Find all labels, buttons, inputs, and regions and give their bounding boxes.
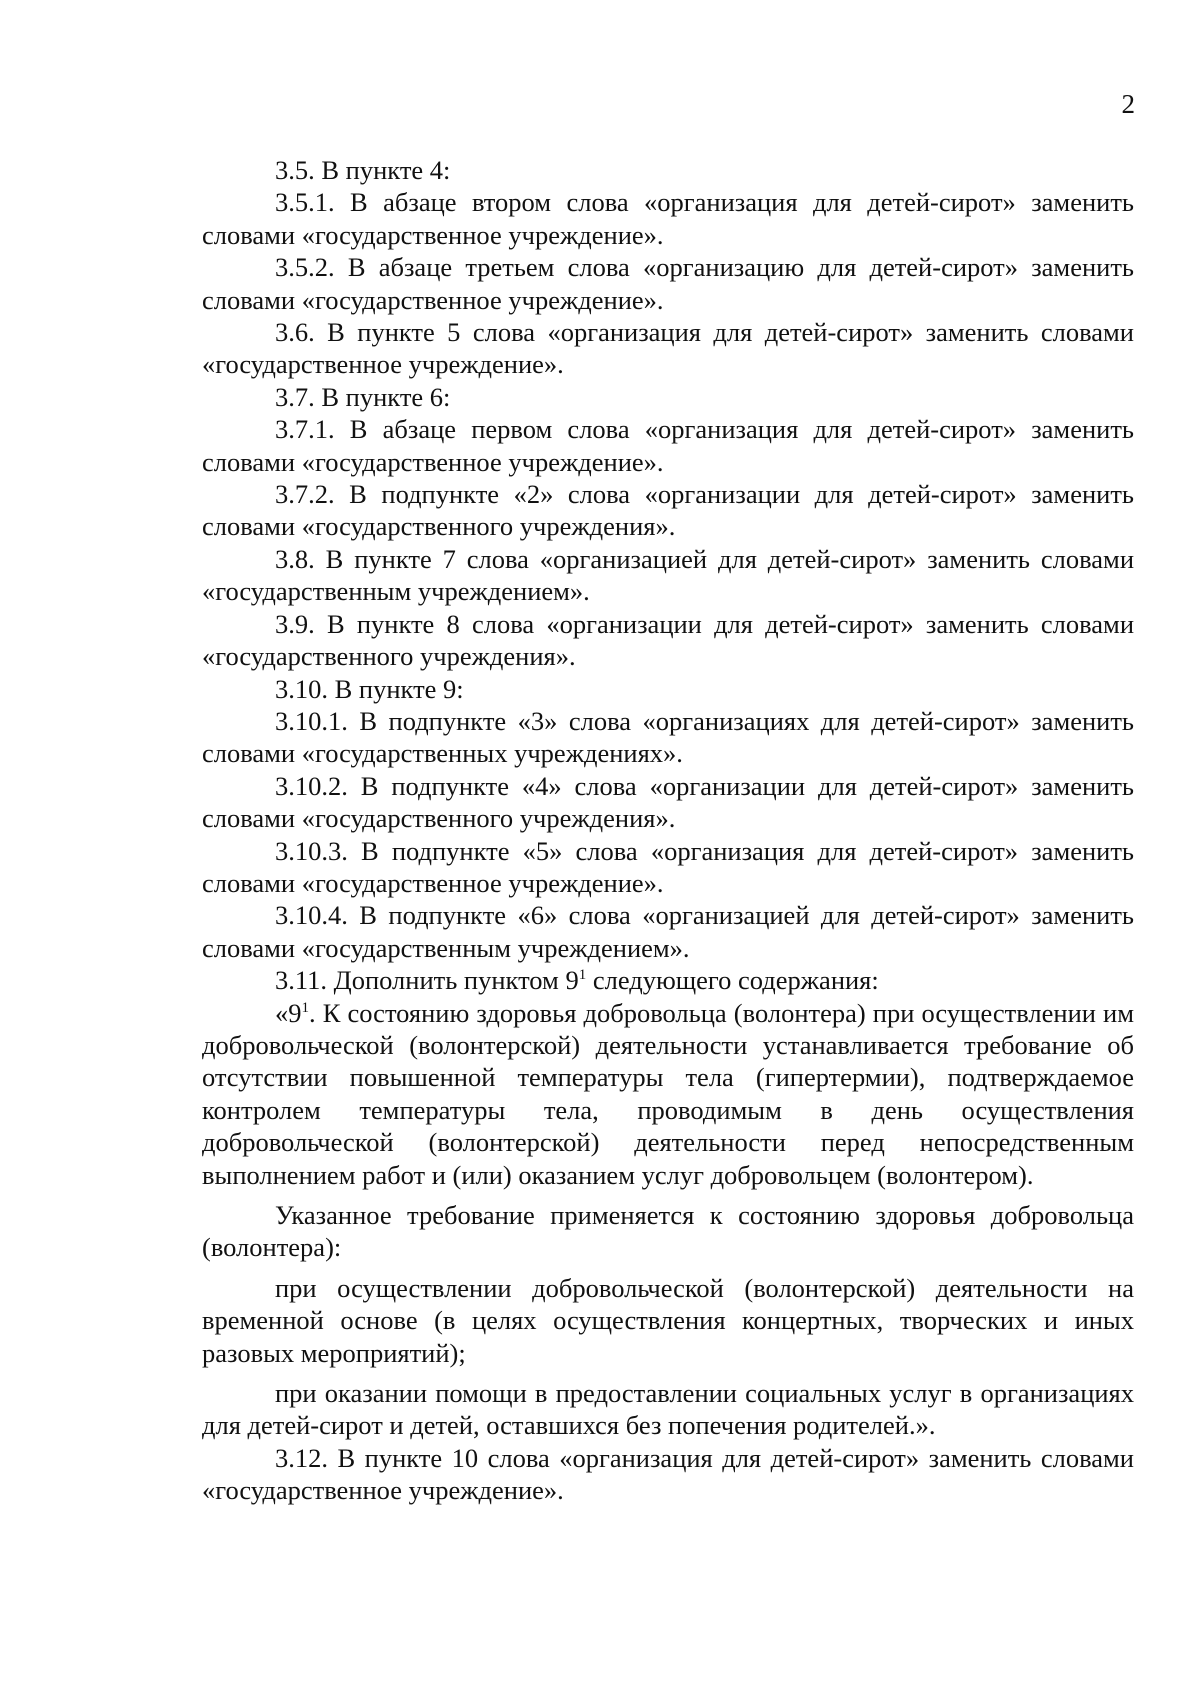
- paragraph-3-11-lead: 3.11. Дополнить пунктом 9: [275, 965, 579, 996]
- paragraph-requirement: Указанное требование применяется к состоянию здоровья добровольца (волонтера):: [202, 1200, 1134, 1263]
- page-number: 2: [1121, 89, 1135, 119]
- paragraph-3-10-4: 3.10.4. В подпункте «6» слова «организацией для детей-сирот» заменить словами «государственным учреждением».: [202, 900, 1134, 963]
- paragraph-3-7: 3.7. В пункте 6:: [275, 381, 451, 412]
- paragraph-3-10: 3.10. В пункте 9:: [275, 673, 464, 704]
- superscript-mark: 1: [578, 967, 587, 984]
- paragraph-9-1-lead: «9: [275, 997, 302, 1028]
- paragraph-9-1-quote: [202, 997, 1134, 1191]
- paragraph-social-services: при оказании помощи в предоставлении социальных услуг в организациях для детей-сирот и детей, оставшихся без попечения родителей.».: [202, 1378, 1134, 1441]
- paragraph-3-9: 3.9. В пункте 8 слова «организации для детей-сирот» заменить словами «государственного учреждения».: [202, 608, 1134, 672]
- paragraph-3-7-1: 3.7.1. В абзаце первом слова «организация для детей-сирот» заменить словами «государственное учреждение».: [202, 414, 1134, 477]
- paragraph-3-5: 3.5. В пункте 4:: [275, 155, 451, 185]
- paragraph-3-8: 3.8. В пункте 7 слова «организацией для детей-сирот» заменить словами «государственным учреждением».: [202, 543, 1134, 607]
- paragraph-3-10-3: 3.10.3. В подпункте «5» слова «организация для детей-сирот» заменить словами «государственное учреждение».: [202, 835, 1134, 898]
- paragraph-3-11: [202, 964, 1134, 996]
- paragraph-3-12: 3.12. В пункте 10 слова «организация для детей-сирот» заменить словами «государственное учреждение».: [202, 1442, 1134, 1506]
- paragraph-temporary-basis: при осуществлении добровольческой (волонтерской) деятельности на временной основе (в целях осуществления концертных, творческих и иных разовых мероприятий);: [202, 1272, 1134, 1368]
- paragraph-3-10-2: 3.10.2. В подпункте «4» слова «организации для детей-сирот» заменить словами «государственного учреждения».: [202, 770, 1134, 834]
- paragraph-3-6: 3.6. В пункте 5 слова «организация для детей-сирот» заменить словами «государственное учреждение».: [202, 317, 1134, 380]
- paragraph-3-5-1: 3.5.1. В абзаце втором слова «организация для детей-сирот» заменить словами «государственное учреждение».: [202, 187, 1134, 250]
- document-body: [202, 154, 1134, 1507]
- superscript-mark: 1: [301, 999, 309, 1016]
- paragraph-3-11-tail: следующего содержания:: [586, 965, 879, 996]
- paragraph-3-5-2: 3.5.2. В абзаце третьем слова «организацию для детей-сирот» заменить словами «государственное учреждение».: [202, 252, 1134, 315]
- paragraph-9-1-body: . К состоянию здоровья добровольца (волонтера) при осуществлении им добровольческой (волонтерской) деятельности устанавливается требование об отсутствии повышенной температуры тела (гипертермии), подтверждаемое контролем температуры тела, проводимым в день осуществления добровольческой (волонтерской) деятельности перед непосредственным выполнением работ и (или) оказанием услуг добровольцем (волонтером).: [202, 997, 1134, 1190]
- paragraph-3-10-1: 3.10.1. В подпункте «3» слова «организациях для детей-сирот» заменить словами «государственных учреждениях».: [202, 705, 1134, 769]
- paragraph-3-7-2: 3.7.2. В подпункте «2» слова «организации для детей-сирот» заменить словами «государственного учреждения».: [202, 479, 1134, 542]
